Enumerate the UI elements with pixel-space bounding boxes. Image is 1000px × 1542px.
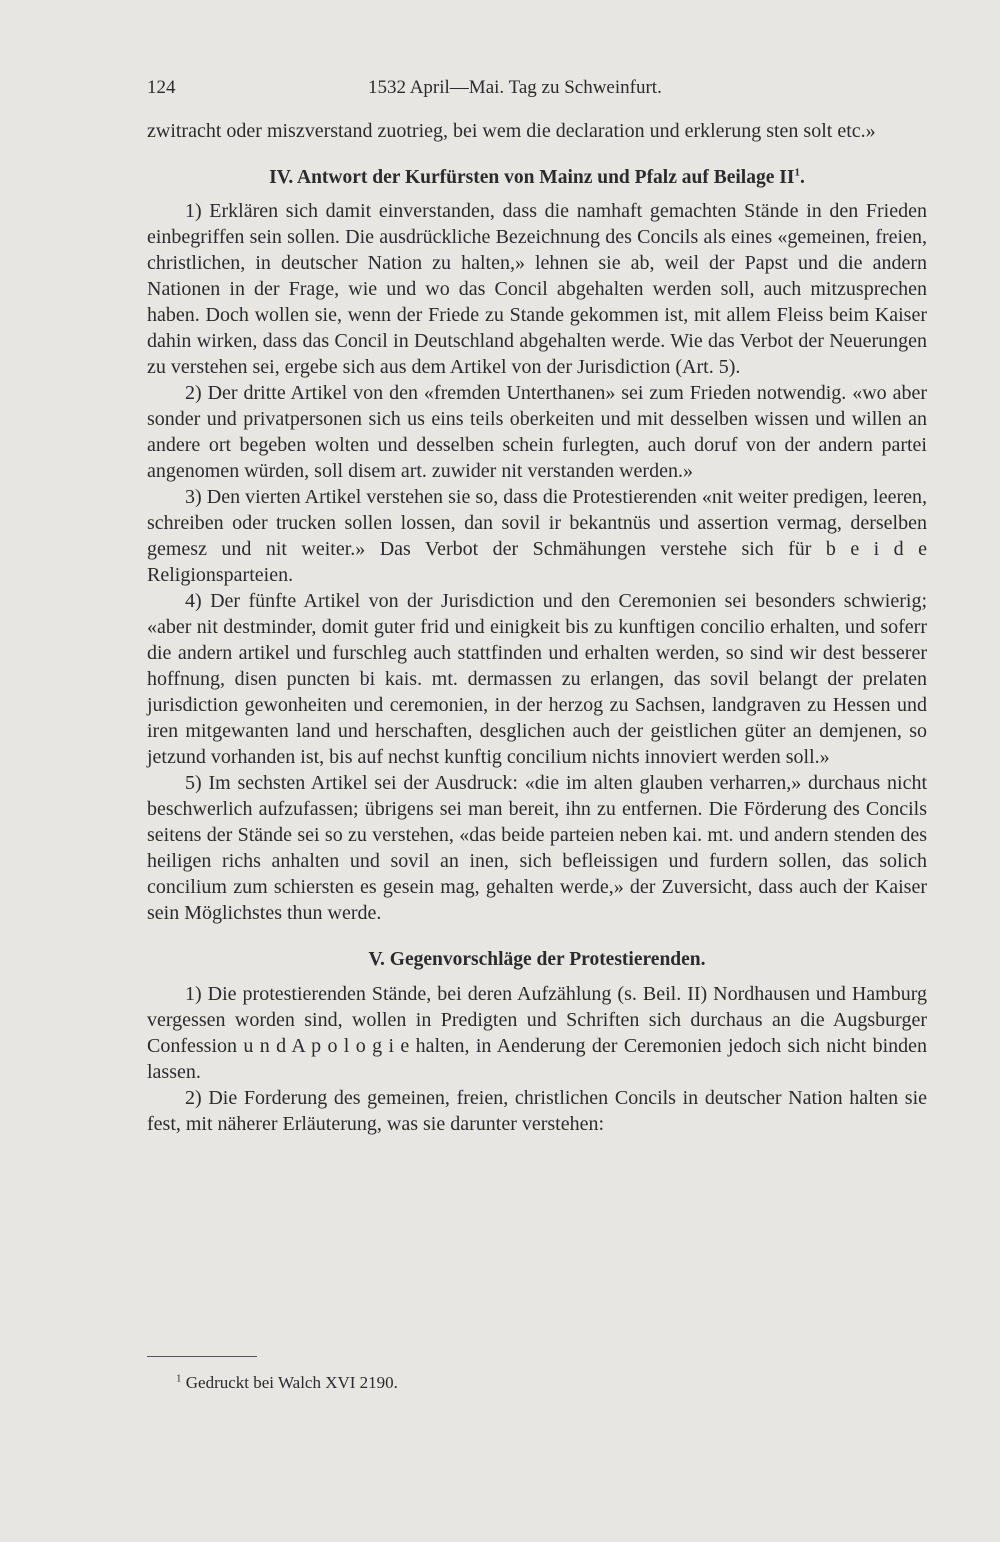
footnote: [176, 1372, 398, 1394]
section-v-title: V. Gegenvorschläge der Protestierenden.: [368, 949, 706, 970]
section-iv-paragraph-2: 2) Der dritte Artikel von den «fremden Unterthanen» sei zum Frieden notwendig. «wo aber sonder und privatpersonen sich us eins teils oberkeiten und mit desselben wissen und willen an andere ort begeben wolten und desselben schein furlegten, auch doruf von der andern partei angenomen würden, soll disem art. zuwider nit verstanden werden.»: [147, 382, 927, 482]
footnote-divider: [147, 1356, 257, 1357]
footnote-marker: 1: [794, 166, 800, 179]
section-v-paragraph-1: 1) Die protestierenden Stände, bei deren Aufzählung (s. Beil. II) Nordhausen und Hamburg vergessen worden sind, wollen in Predigten und Schriften sich durchaus an die Augsburger Confession u n d A p o l o g i e halten, in Aenderung der Ceremonien jedoch sich nicht binden lassen.: [147, 983, 927, 1083]
page-number: 124: [147, 77, 176, 98]
section-v-paragraph-2: 2) Die Forderung des gemeinen, freien, christlichen Concils in deutscher Nation halten sie fest, mit näherer Erläuterung, was sie darunter verstehen:: [147, 1087, 927, 1135]
opening-paragraph: zwitracht oder miszverstand zuotrieg, bei wem die declaration und erklerung sten solt etc.»: [147, 120, 876, 142]
footnote-number: 1: [176, 1372, 182, 1385]
page-body: [147, 118, 927, 1137]
section-iv-paragraph-1: 1) Erklären sich damit einverstanden, dass die namhaft gemachten Stände in den Frieden einbegriffen sein sollen. Die ausdrückliche Bezeichnung des Concils als eines «gemeinen, freien, christlichen, in deutscher Nation zu halten,» lehnen sie ab, weil der Papst und die andern Nationen in der Frage, wie und wo das Concil abgehalten werden soll, auch mitzusprechen haben. Doch wollen sie, wenn der Friede zu Stande gekommen ist, mit allem Fleiss beim Kaiser dahin wirken, dass das Concil in Deutschland abgehalten werde. Wie das Verbot der Neuerungen zu verstehen sei, ergebe sich aus dem Artikel von der Jurisdiction (Art. 5).: [147, 200, 927, 378]
section-iv-paragraph-3: 3) Den vierten Artikel verstehen sie so, dass die Protestierenden «nit weiter predigen, leeren, schreiben oder trucken sollen lossen, dan sovil ir bekantnüs und assertion vermag, derselben gemesz und nit weiter.» Das Verbot der Schmähungen verstehe sich für b e i d e Religionsparteien.: [147, 486, 927, 586]
section-iv-title: IV. Antwort der Kurfürsten von Mainz und Pfalz auf Beilage $II^1$.: [269, 166, 805, 188]
footnote-text: Gedruckt bei Walch XVI 2190.: [185, 1373, 398, 1392]
running-title: 1532 April—Mai. Tag zu Schweinfurt.: [368, 77, 662, 98]
section-iv-paragraph-4: 4) Der fünfte Artikel von der Jurisdiction und den Ceremonien sei besonders schwierig; «aber nit destminder, domit guter frid und einigkeit bis zu kunftigen concilio erhalten, und soferr die andern artikel und furschleg auch stattfinden und erhalten werden, so sind wir dest besserer hoffnung, disen puncten bi kais. mt. dermassen zu erlangen, das sovil belangt der prelaten jurisdiction gewonheiten und ceremonien, in der herzog zu Sachsen, landgraven zu Hessen und iren mitgewanten land und herschaften, desglichen auch der geistlichen güter an demjenen, so jetzund vorhanden ist, bis auf nechst kunftig concilium nichts innoviert werden soll.»: [147, 590, 927, 768]
section-iv-paragraph-5: 5) Im sechsten Artikel sei der Ausdruck: «die im alten glauben verharren,» durchaus nicht beschwerlich aufzufassen; übrigens sei man bereit, ihn zu entfernen. Die Förderung des Concils seitens der Stände sei so zu verstehen, «das beide parteien neben kai. mt. und andern stenden des heiligen richs anhalten und sovil an inen, sich befleissigen und furdern sollen, das solich concilium zum schiersten es gesein mag, gehalten werde,» der Zuversicht, dass auch der Kaiser sein Möglichstes thun werde.: [147, 772, 927, 924]
